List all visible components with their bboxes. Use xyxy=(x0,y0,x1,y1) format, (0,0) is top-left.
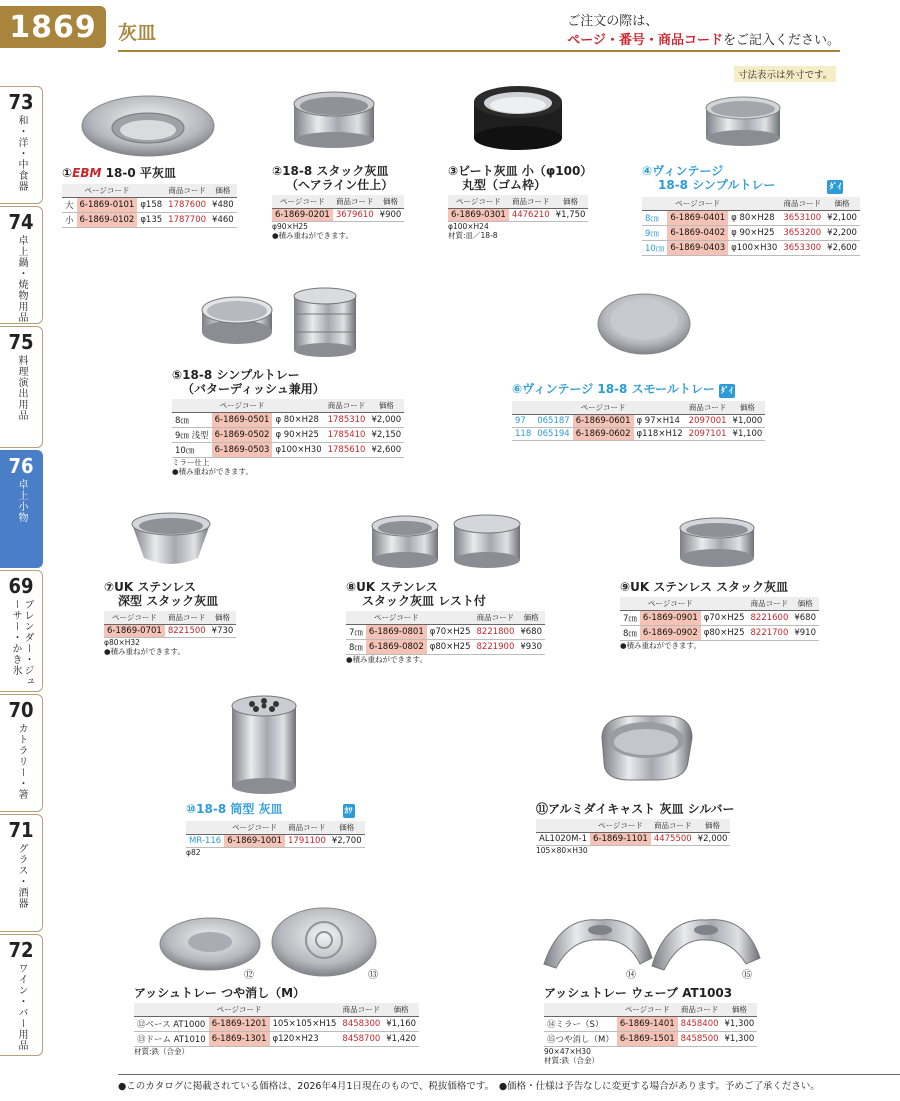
tab-69[interactable] xyxy=(0,570,43,692)
tab-76[interactable] xyxy=(0,450,43,568)
tab-number: 76 xyxy=(8,454,34,478)
size-note: 寸法表示は外寸です。 xyxy=(734,66,836,82)
aluminum-ashtray-image xyxy=(596,708,696,788)
product-5-name: ⑤18-8 シンプルトレー xyxy=(172,368,300,382)
product-2-subname: （ヘアライン仕上） xyxy=(286,178,394,192)
tab-number: 72 xyxy=(8,938,34,962)
image-label-13: ⑬ xyxy=(368,970,378,981)
table-row: ⑬ドーム AT1010 6-1869-1301 φ120×H23 8458700 ¥1,420 xyxy=(134,1032,419,1047)
product-2-name: ②18-8 スタック灰皿 xyxy=(272,164,389,178)
product-1-table: ページコード 商品コード 価格 大 6-1869-0101 φ158 1787600 ¥480 小 6-1869-0102 φ135 1787700 ¥460 xyxy=(62,184,237,228)
product-4 xyxy=(642,164,860,256)
table-row: 8㎝ 6-1869-0802 φ80×H25 8221900 ¥930 xyxy=(346,640,545,655)
product-7 xyxy=(104,580,236,656)
product-12-name: アッシュトレー つや消し（M） xyxy=(134,986,306,1000)
tab-number: 73 xyxy=(8,90,34,114)
product-2 xyxy=(272,164,404,240)
table-row: 小 6-1869-0102 φ135 1787700 ¥460 xyxy=(62,213,237,228)
product-3-name: ③ビート灰皿 小（φ100） xyxy=(448,164,593,178)
table-row: ⑫ベース AT1000 6-1869-1201 105×105×H15 8458300 ¥1,160 xyxy=(134,1017,419,1032)
table-row: 10㎝ 6-1869-0403 φ100×H30 3653300 ¥2,600 xyxy=(642,241,860,256)
tab-label: 卓上鍋・焼物用品 xyxy=(16,235,27,323)
simple-tray-image xyxy=(196,286,366,358)
table-row: 8㎝ 6-1869-0902 φ80×H25 8221700 ¥910 xyxy=(620,626,819,641)
tab-label: 卓上小物 xyxy=(16,479,27,523)
product-3-size: φ100×H24 xyxy=(448,222,489,231)
product-8-subname: スタック灰皿 レスト付 xyxy=(362,594,486,608)
tab-number: 70 xyxy=(8,698,34,722)
table-row: 6-1869-0701 8221500 ¥730 xyxy=(104,625,236,638)
product-5-subname: （バターディッシュ兼用） xyxy=(182,382,325,396)
tab-label: ワイン・バー用品 xyxy=(16,963,27,1051)
table-row: ⑭ミラー（S） 6-1869-1401 8458400 ¥1,300 xyxy=(544,1017,757,1032)
tab-label: 和・洋・中食器 xyxy=(16,115,27,192)
small-tray-image xyxy=(594,290,694,358)
table-row: 6-1869-0201 3679610 ¥900 xyxy=(272,209,404,222)
product-8-table: ページコード 商品コード 価格 7㎝ 6-1869-0801 φ70×H25 8221800 ¥680 8㎝ 6-1869-0802 φ80×H25 8221900 ¥930 xyxy=(346,611,545,655)
order-note xyxy=(567,12,840,50)
uk-rest-ashtray-image xyxy=(368,512,528,572)
table-row: 7㎝ 6-1869-0901 φ70×H25 8221600 ¥680 xyxy=(620,611,819,626)
order-note-red: ページ・番号・商品コード xyxy=(567,33,723,48)
product-5-note: ●積み重ねができます。 xyxy=(172,467,253,476)
image-label-14: ⑭ xyxy=(626,970,636,981)
product-2-note: ●積み重ねができます。 xyxy=(272,231,353,240)
table-row: 9㎝ 6-1869-0402 φ 90×H25 3653200 ¥2,200 xyxy=(642,226,860,241)
footer-note: ●このカタログに掲載されている価格は、2026年4月1日現在のもので、税抜価格です。 ●価格・仕様は予告なしに変更する場合があります。予めご了承ください。 xyxy=(118,1074,900,1092)
tab-73[interactable] xyxy=(0,86,43,204)
product-6 xyxy=(512,382,765,441)
ashtray-matte-image xyxy=(158,904,388,980)
product-8-name: ⑧UK ステンレス xyxy=(346,580,438,594)
stack-ashtray-image xyxy=(288,86,380,150)
order-note-tail: をご記入ください。 xyxy=(722,33,840,48)
product-5-table: ページコード 商品コード 価格 8㎝ 6-1869-0501 φ 80×H28 1785310 ¥2,000 9㎝ 浅型 6-1869-0502 φ 90×H25 1785410 ¥2,150 10㎝ 6-1869-0503 φ100×H30 1785610 ¥2,600 xyxy=(172,399,404,458)
table-row: 118 065194 6-1869-0602 φ118×H12 2097101 ¥1,100 xyxy=(512,428,765,441)
tab-71[interactable] xyxy=(0,814,43,932)
product-10 xyxy=(186,802,365,857)
product-4-table: ページコード 商品コード 価格 8㎝ 6-1869-0401 φ 80×H28 3653100 ¥2,100 9㎝ 6-1869-0402 φ 90×H25 3653200 ¥2,200 10㎝ 6-1869-0403 φ100×H30 3653300 ¥2,600 xyxy=(642,197,860,256)
tab-number: 69 xyxy=(8,574,34,598)
table-row: 8㎝ 6-1869-0401 φ 80×H28 3653100 ¥2,100 xyxy=(642,211,860,226)
tab-74[interactable] xyxy=(0,206,43,324)
product-10-table: ページコード 商品コード 価格 MR-116 6-1869-1001 1791100 ¥2,700 xyxy=(186,821,365,848)
product-7-subname: 深型 スタック灰皿 xyxy=(118,594,219,608)
product-10-name: ⑩18-8 筒型 灰皿 ｶﾜ xyxy=(186,802,353,816)
product-5-finish: ミラー仕上 xyxy=(172,458,210,467)
product-11-size: 105×80×H30 xyxy=(536,846,588,855)
tab-number: 75 xyxy=(8,330,34,354)
product-3 xyxy=(448,164,592,240)
product-14-size: 90×47×H30 xyxy=(544,1047,591,1056)
product-10-size: φ82 xyxy=(186,848,201,857)
product-14-table: ページコード 商品コード 価格 ⑭ミラー（S） 6-1869-1401 8458400 ¥1,300 ⑮つや消し（M） 6-1869-1501 8458500 ¥1,300 xyxy=(544,1003,757,1047)
product-3-material: 材質:皿／18-8 xyxy=(448,231,498,240)
product-11-table: ページコード 商品コード 価格 AL1020M-1 6-1869-1101 4475500 ¥2,000 xyxy=(536,819,730,846)
product-2-table: ページコード 商品コード 価格 6-1869-0201 3679610 ¥900 xyxy=(272,195,404,222)
tab-label: グラス・酒器 xyxy=(16,843,27,909)
image-label-12: ⑫ xyxy=(244,970,254,981)
tab-number: 71 xyxy=(8,818,34,842)
tab-label: カトラリー・箸 xyxy=(16,723,27,800)
product-6-badge: ﾀﾞｲ xyxy=(719,384,735,398)
vintage-tray-image xyxy=(702,92,784,152)
order-note-line1: ご注文の際は、 xyxy=(567,14,659,29)
product-9-table: ページコード 商品コード 価格 7㎝ 6-1869-0901 φ70×H25 8221600 ¥680 8㎝ 6-1869-0902 φ80×H25 8221700 ¥910 xyxy=(620,597,819,641)
tab-number: 74 xyxy=(8,210,34,234)
tab-72[interactable] xyxy=(0,934,43,1056)
product-4-badge: ﾀﾞｲ xyxy=(827,180,843,194)
table-row: MR-116 6-1869-1001 1791100 ¥2,700 xyxy=(186,835,365,848)
uk-deep-ashtray-image xyxy=(128,508,214,570)
table-row: 9㎝ 浅型 6-1869-0502 φ 90×H25 1785410 ¥2,150 xyxy=(172,428,404,443)
product-10-badge: ｶﾜ xyxy=(343,804,355,818)
product-8-note: ●積み重ねができます。 xyxy=(346,655,427,664)
product-14-material: 材質:鉄（合金） xyxy=(544,1056,600,1065)
table-row: 大 6-1869-0101 φ158 1787600 ¥480 xyxy=(62,198,237,213)
table-row: ⑮つや消し（M） 6-1869-1501 8458500 ¥1,300 xyxy=(544,1032,757,1047)
product-7-note: ●積み重ねができます。 xyxy=(104,647,185,656)
cylinder-ashtray-image xyxy=(228,692,300,796)
product-6-table: ページコード 商品コード 価格 97 065187 6-1869-0601 φ 97×H14 2097001 ¥1,000 118 065194 6-1869-0602 φ118×H12 2097101 ¥1,100 xyxy=(512,401,765,441)
product-12-material: 材質:鉄（合金） xyxy=(134,1047,190,1056)
product-6-name: ⑥ヴィンテージ 18-8 スモールトレー ﾀﾞｲ xyxy=(512,382,733,396)
table-row: 8㎝ 6-1869-0501 φ 80×H28 1785310 ¥2,000 xyxy=(172,413,404,428)
page-header xyxy=(0,0,900,56)
product-9 xyxy=(620,580,819,650)
tab-75[interactable] xyxy=(0,326,43,448)
tab-label: 料理演出用品 xyxy=(16,355,27,421)
category-title: 灰皿 xyxy=(118,22,157,44)
table-row: 7㎝ 6-1869-0801 φ70×H25 8221800 ¥680 xyxy=(346,625,545,640)
product-3-table: ページコード 商品コード 価格 6-1869-0301 4476210 ¥1,750 xyxy=(448,195,588,222)
uk-stack-ashtray-image xyxy=(676,514,758,572)
table-row: 10㎝ 6-1869-0503 φ100×H30 1785610 ¥2,600 xyxy=(172,443,404,458)
product-8 xyxy=(346,580,545,664)
product-14-name: アッシュトレー ウェーブ AT1003 xyxy=(544,986,733,1000)
product-5 xyxy=(172,368,404,476)
product-4-name: ④ヴィンテージ xyxy=(642,164,724,178)
ashtray-wave-image xyxy=(540,908,766,974)
product-11-name: ⑪アルミダイキャスト 灰皿 シルバー xyxy=(536,802,735,816)
product-12 xyxy=(134,986,419,1056)
product-11 xyxy=(536,802,735,855)
product-7-name: ⑦UK ステンレス xyxy=(104,580,196,594)
table-row: 6-1869-0301 4476210 ¥1,750 xyxy=(448,209,588,222)
product-12-table: ページコード 商品コード 価格 ⑫ベース AT1000 6-1869-1201 105×105×H15 8458300 ¥1,160 ⑬ドーム AT1010 6-1869-1301 φ120×H23 8458700 ¥1,420 xyxy=(134,1003,419,1047)
product-7-table: ページコード 商品コード 価格 6-1869-0701 8221500 ¥730 xyxy=(104,611,236,638)
header-rule xyxy=(118,50,840,52)
product-4-subname: 18-8 シンプルトレー ﾀﾞｲ xyxy=(658,178,842,192)
product-7-size: φ80×H32 xyxy=(104,638,140,647)
tab-label: ブレンダー・ジューサー・かき氷 xyxy=(10,599,33,687)
product-1-name: ①EBM 18-0 平灰皿 xyxy=(62,166,176,180)
table-row: 97 065187 6-1869-0601 φ 97×H14 2097001 ¥1,000 xyxy=(512,415,765,428)
product-14 xyxy=(544,986,757,1065)
product-9-note: ●積み重ねができます。 xyxy=(620,641,701,650)
product-1 xyxy=(62,166,237,228)
product-9-name: ⑨UK ステンレス スタック灰皿 xyxy=(620,580,789,594)
tab-70[interactable] xyxy=(0,694,43,812)
page-number: 1869 xyxy=(0,6,106,48)
beat-ashtray-image xyxy=(468,80,568,152)
image-label-15: ⑮ xyxy=(742,970,752,981)
product-2-size: φ90×H25 xyxy=(272,222,308,231)
ebm-ashtray-image xyxy=(78,88,218,158)
product-3-subname: 丸型（ゴム枠） xyxy=(462,178,547,192)
table-row: AL1020M-1 6-1869-1101 4475500 ¥2,000 xyxy=(536,833,730,846)
